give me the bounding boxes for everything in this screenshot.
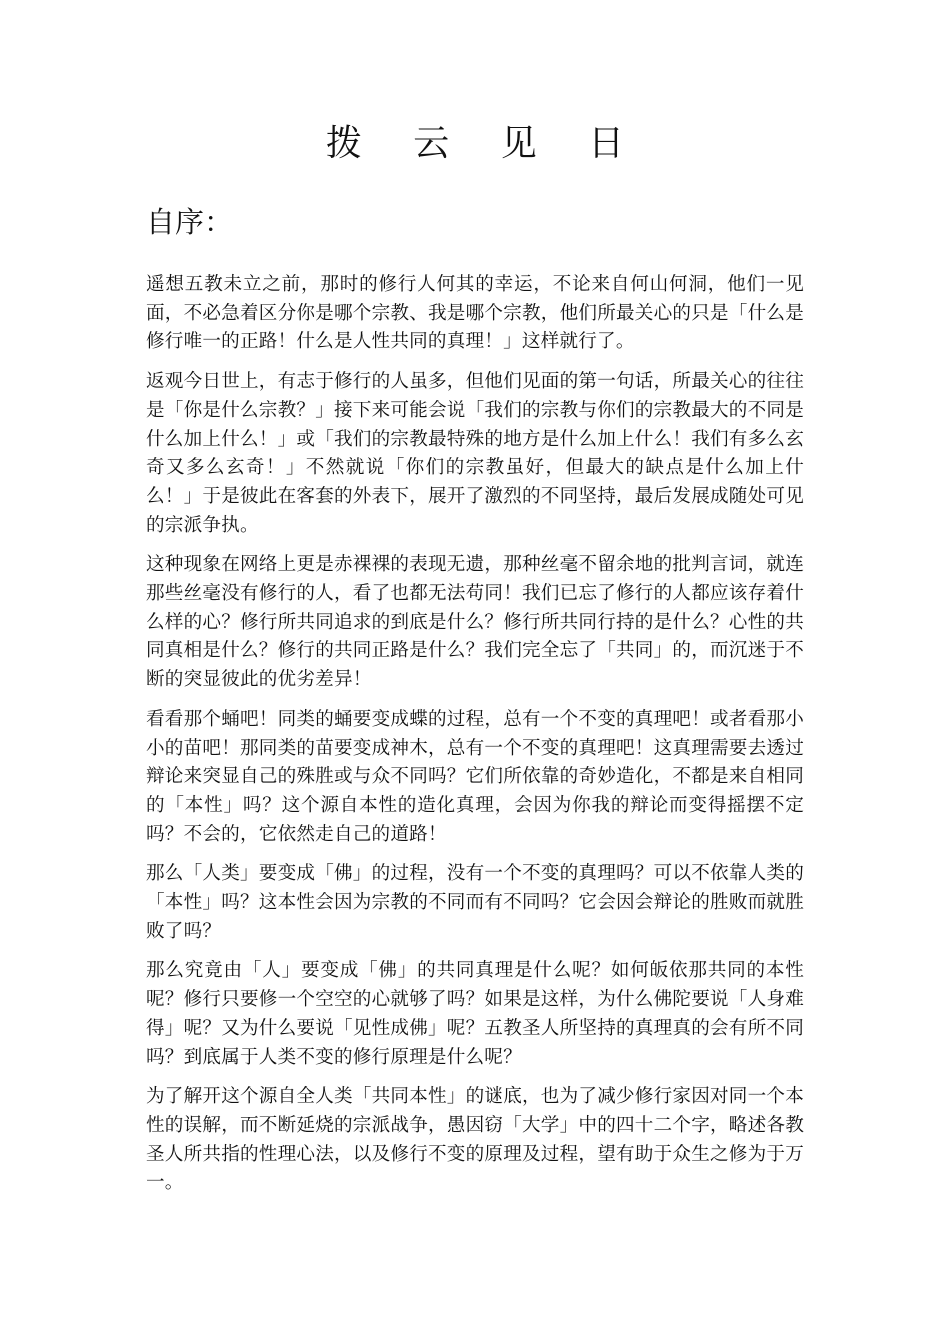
paragraph: 看看那个蛹吧！同类的蛹要变成蝶的过程，总有一个不变的真理吧！或者看那小小的苗吧！那同类的苗要变成神木，总有一个不变的真理吧！这真理需要去透过辩论来突显自己的殊胜或与众不同吗？它们所依靠的奇妙造化，不都是来自相同的「本性」吗？这个源自本性的造化真理，会因为你我的辩论而变得摇摆不定吗？不会的，它依然走自己的道路！ [146,708,804,845]
paragraph: 这种现象在网络上更是赤裸裸的表现无遗，那种丝毫不留余地的批判言词，就连那些丝毫没有修行的人，看了也都无法苟同！我们已忘了修行的人都应该存着什么样的心？修行所共同追求的到底是什么？修行所共同行持的是什么？心性的共同真相是什么？修行的共同正路是什么？我们完全忘了「共同」的，而沉迷于不断的突显彼此的优劣差异！ [146,554,804,691]
paragraph: 为了解开这个源自全人类「共同本性」的谜底，也为了减少修行家因对同一个本性的误解，而不断延烧的宗派战争，愚因窃「大学」中的四十二个字，略述各教圣人所共指的性理心法，以及修行不变的原理及过程，望有助于众生之修为于万一。 [146,1086,804,1194]
paragraph: 那么究竟由「人」要变成「佛」的共同真理是什么呢？如何皈依那共同的本性呢？修行只要修一个空空的心就够了吗？如果是这样，为什么佛陀要说「人身难得」呢？又为什么要说「见性成佛」呢？五教圣人所坚持的真理真的会有所不同吗？到底属于人类不变的修行原理是什么呢？ [146,960,804,1068]
document-title: 拨 云 见 日 [325,123,645,164]
paragraph: 返观今日世上，有志于修行的人虽多，但他们见面的第一句话，所最关心的往往是「你是什么宗教？」接下来可能会说「我们的宗教与你们的宗教最大的不同是什么加上什么！」或「我们的宗教最特殊的地方是什么加上什么！我们有多么玄奇又多么玄奇！」不然就说「你们的宗教虽好，但最大的缺点是什么加上什么！」于是彼此在客套的外表下，展开了激烈的不同坚持，最后发展成随处可见的宗派争执。 [146,371,804,536]
document-body [146,271,804,1209]
section-heading: 自序： [146,205,234,239]
paragraph: 遥想五教未立之前，那时的修行人何其的幸运，不论来自何山何洞，他们一见面，不必急着区分你是哪个宗教、我是哪个宗教，他们所最关心的只是「什么是修行唯一的正路！什么是人性共同的真理！」这样就行了。 [146,274,804,353]
paragraph: 那么「人类」要变成「佛」的过程，没有一个不变的真理吗？可以不依靠人类的「本性」吗？这本性会因为宗教的不同而有不同吗？它会因会辩论的胜败而就胜败了吗？ [146,863,804,942]
